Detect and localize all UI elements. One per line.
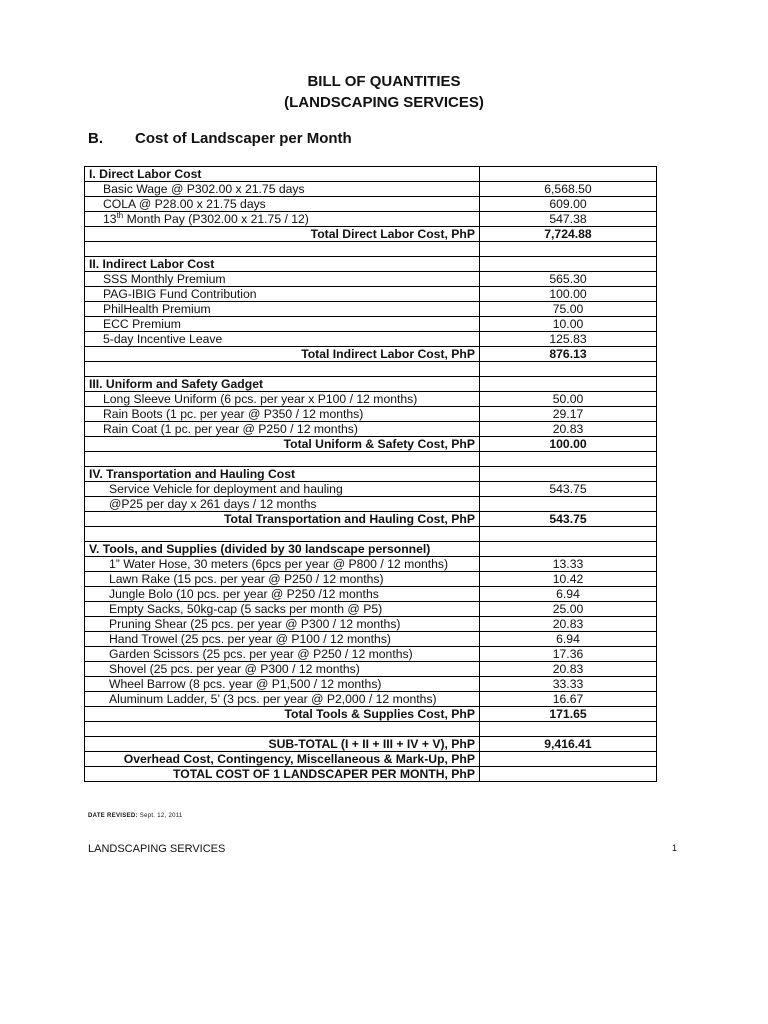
- row-description: Rain Boots (1 pc. per year @ P350 / 12 months): [85, 407, 480, 422]
- table-row: [85, 227, 657, 242]
- row-amount: 29.17: [480, 407, 657, 422]
- row-amount: [480, 467, 657, 482]
- table-row: [85, 167, 657, 182]
- row-description: [85, 527, 480, 542]
- table-row: [85, 197, 657, 212]
- row-description: IV. Transportation and Hauling Cost: [85, 467, 480, 482]
- row-description: Rain Coat (1 pc. per year @ P250 / 12 months): [85, 422, 480, 437]
- row-amount: 9,416.41: [480, 737, 657, 752]
- row-description: SSS Monthly Premium: [85, 272, 480, 287]
- table-row: [85, 722, 657, 737]
- row-amount: [480, 767, 657, 782]
- row-description: V. Tools, and Supplies (divided by 30 landscape personnel): [85, 542, 480, 557]
- row-amount: [480, 242, 657, 257]
- description-text: 13: [103, 212, 117, 226]
- row-amount: [480, 362, 657, 377]
- table-row: [85, 302, 657, 317]
- table-row: [85, 527, 657, 542]
- table-row: [85, 317, 657, 332]
- description-superscript: th: [116, 211, 124, 220]
- row-description: [85, 452, 480, 467]
- row-amount: 7,724.88: [480, 227, 657, 242]
- table-row: [85, 692, 657, 707]
- row-amount: 10.00: [480, 317, 657, 332]
- row-description: 5-day Incentive Leave: [85, 332, 480, 347]
- row-description: Basic Wage @ P302.00 x 21.75 days: [85, 182, 480, 197]
- row-description: Total Indirect Labor Cost, PhP: [85, 347, 480, 362]
- row-description: Shovel (25 pcs. per year @ P300 / 12 months): [85, 662, 480, 677]
- date-revised: [88, 813, 183, 819]
- row-amount: [480, 527, 657, 542]
- footer-text: LANDSCAPING SERVICES: [88, 843, 226, 855]
- table-row: [85, 467, 657, 482]
- table-row: [85, 647, 657, 662]
- row-amount: 543.75: [480, 482, 657, 497]
- row-amount: 10.42: [480, 572, 657, 587]
- table-row: [85, 512, 657, 527]
- row-amount: [480, 452, 657, 467]
- row-description: Aluminum Ladder, 5’ (3 pcs. per year @ P2,000 / 12 months): [85, 692, 480, 707]
- row-description: Total Direct Labor Cost, PhP: [85, 227, 480, 242]
- table-row: [85, 347, 657, 362]
- row-description: [85, 722, 480, 737]
- row-description: PAG-IBIG Fund Contribution: [85, 287, 480, 302]
- row-description: [85, 212, 480, 227]
- row-amount: 6.94: [480, 587, 657, 602]
- table-row: [85, 617, 657, 632]
- row-amount: [480, 377, 657, 392]
- document-subtitle: (LANDSCAPING SERVICES): [284, 94, 484, 111]
- description-text: Month Pay (P302.00 x 21.75 / 12): [123, 212, 309, 226]
- row-description: Total Tools & Supplies Cost, PhP: [85, 707, 480, 722]
- table-row: [85, 422, 657, 437]
- row-amount: 75.00: [480, 302, 657, 317]
- row-amount: 609.00: [480, 197, 657, 212]
- row-amount: [480, 257, 657, 272]
- row-amount: 547.38: [480, 212, 657, 227]
- row-description: PhilHealth Premium: [85, 302, 480, 317]
- row-amount: 16.67: [480, 692, 657, 707]
- row-description: Long Sleeve Uniform (6 pcs. per year x P100 / 12 months): [85, 392, 480, 407]
- row-description: Empty Sacks, 50kg-cap (5 sacks per month @ P5): [85, 602, 480, 617]
- row-description: 1” Water Hose, 30 meters (6pcs per year @ P800 / 12 months): [85, 557, 480, 572]
- page-number: 1: [672, 843, 678, 853]
- row-description: Hand Trowel (25 pcs. per year @ P100 / 12 months): [85, 632, 480, 647]
- row-description: Service Vehicle for deployment and hauling: [85, 482, 480, 497]
- row-amount: 565.30: [480, 272, 657, 287]
- row-amount: 6.94: [480, 632, 657, 647]
- row-description: Overhead Cost, Contingency, Miscellaneous & Mark-Up, PhP: [85, 752, 480, 767]
- row-amount: 50.00: [480, 392, 657, 407]
- table-row: [85, 437, 657, 452]
- section-letter: B.: [88, 130, 103, 147]
- row-amount: [480, 542, 657, 557]
- section-heading: [88, 130, 352, 147]
- row-amount: [480, 752, 657, 767]
- table-row: [85, 272, 657, 287]
- table-row: [85, 707, 657, 722]
- row-amount: 25.00: [480, 602, 657, 617]
- table-row: [85, 212, 657, 227]
- row-amount: 100.00: [480, 287, 657, 302]
- row-description: Jungle Bolo (10 pcs. per year @ P250 /12 months: [85, 587, 480, 602]
- table-row: [85, 287, 657, 302]
- row-description: TOTAL COST OF 1 LANDSCAPER PER MONTH, PhP: [85, 767, 480, 782]
- row-amount: 171.65: [480, 707, 657, 722]
- date-revised-value: Sept. 12, 2011: [139, 813, 183, 819]
- row-description: Wheel Barrow (8 pcs. year @ P1,500 / 12 months): [85, 677, 480, 692]
- table-row: [85, 332, 657, 347]
- table-body: [85, 167, 657, 782]
- row-amount: 125.83: [480, 332, 657, 347]
- row-description: Garden Scissors (25 pcs. per year @ P250 / 12 months): [85, 647, 480, 662]
- row-description: Total Transportation and Hauling Cost, PhP: [85, 512, 480, 527]
- row-amount: 20.83: [480, 422, 657, 437]
- row-description: COLA @ P28.00 x 21.75 days: [85, 197, 480, 212]
- row-amount: 20.83: [480, 662, 657, 677]
- table-row: [85, 392, 657, 407]
- bill-of-quantities-table: [84, 166, 657, 782]
- table-row: [85, 497, 657, 512]
- table-row: [85, 407, 657, 422]
- row-description: [85, 362, 480, 377]
- row-description: SUB-TOTAL (I + II + III + IV + V), PhP: [85, 737, 480, 752]
- row-amount: 13.33: [480, 557, 657, 572]
- table-row: [85, 257, 657, 272]
- row-amount: 876.13: [480, 347, 657, 362]
- table-row: [85, 557, 657, 572]
- row-amount: [480, 167, 657, 182]
- table-row: [85, 602, 657, 617]
- row-amount: [480, 722, 657, 737]
- row-description: Total Uniform & Safety Cost, PhP: [85, 437, 480, 452]
- table-row: [85, 362, 657, 377]
- row-amount: 33.33: [480, 677, 657, 692]
- section-title: Cost of Landscaper per Month: [135, 130, 352, 147]
- row-description: I. Direct Labor Cost: [85, 167, 480, 182]
- table-row: [85, 737, 657, 752]
- table-row: [85, 572, 657, 587]
- table-row: [85, 752, 657, 767]
- document-title: BILL OF QUANTITIES: [307, 73, 461, 90]
- table-row: [85, 767, 657, 782]
- table-row: [85, 377, 657, 392]
- row-description: Pruning Shear (25 pcs. per year @ P300 / 12 months): [85, 617, 480, 632]
- row-description: Lawn Rake (15 pcs. per year @ P250 / 12 months): [85, 572, 480, 587]
- table-row: [85, 482, 657, 497]
- table-row: [85, 677, 657, 692]
- row-amount: 20.83: [480, 617, 657, 632]
- table-row: [85, 452, 657, 467]
- date-revised-label: DATE REVISED:: [88, 813, 138, 819]
- row-description: @P25 per day x 261 days / 12 months: [85, 497, 480, 512]
- row-description: III. Uniform and Safety Gadget: [85, 377, 480, 392]
- row-description: II. Indirect Labor Cost: [85, 257, 480, 272]
- table-row: [85, 542, 657, 557]
- table-row: [85, 662, 657, 677]
- row-amount: 6,568.50: [480, 182, 657, 197]
- row-amount: 100.00: [480, 437, 657, 452]
- row-amount: 543.75: [480, 512, 657, 527]
- table-row: [85, 182, 657, 197]
- row-description: [85, 242, 480, 257]
- row-description: ECC Premium: [85, 317, 480, 332]
- table-row: [85, 242, 657, 257]
- table-row: [85, 632, 657, 647]
- table-row: [85, 587, 657, 602]
- row-amount: [480, 497, 657, 512]
- row-amount: 17.36: [480, 647, 657, 662]
